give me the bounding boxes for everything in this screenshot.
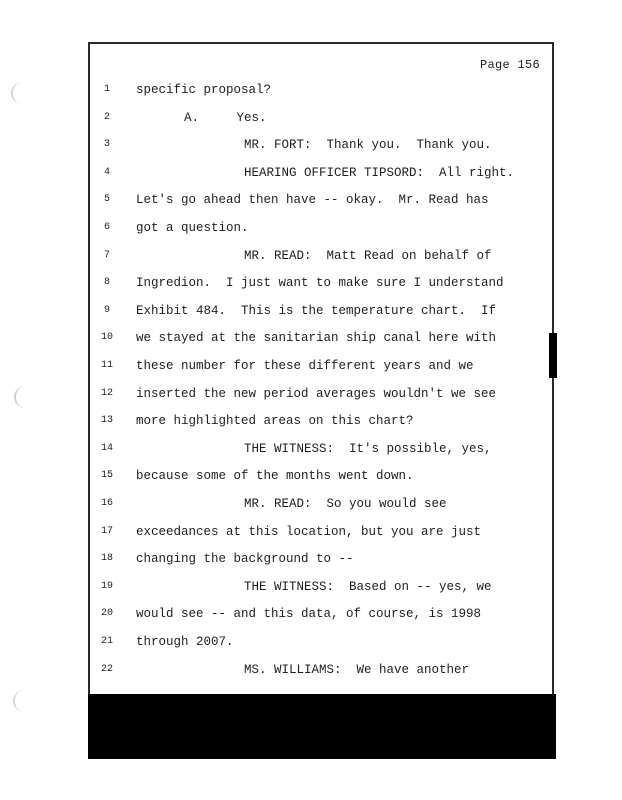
line-number: 20 — [100, 608, 113, 620]
transcript-line — [90, 191, 552, 209]
line-text: would see -- and this data, of course, is 1998 — [136, 607, 482, 622]
line-number: 14 — [100, 442, 113, 454]
transcript-line — [90, 136, 552, 154]
line-text: more highlighted areas on this chart? — [136, 414, 414, 429]
line-text: these number for these different years and we — [136, 359, 474, 373]
line-text: THE WITNESS: Based on -- yes, we — [244, 579, 492, 594]
transcript-line — [90, 81, 552, 99]
line-number: 11 — [100, 360, 113, 371]
line-number: 8 — [103, 277, 110, 289]
binder-hole-mark — [13, 690, 29, 712]
transcript-line — [90, 467, 552, 485]
transcript-line — [90, 440, 552, 458]
line-text: got a question. — [136, 221, 249, 235]
line-text: THE WITNESS: It's possible, yes, — [244, 441, 492, 456]
line-text: Let's go ahead then have -- okay. Mr. Read has — [136, 193, 489, 208]
binder-hole-mark — [11, 82, 27, 104]
edge-marker — [549, 333, 557, 378]
transcript-line — [90, 523, 552, 541]
transcript-line — [90, 550, 552, 568]
transcript-line — [90, 633, 552, 651]
transcript-line — [90, 661, 552, 679]
transcript-line — [90, 274, 552, 292]
line-text: exceedances at this location, but you are just — [136, 524, 482, 539]
transcript-line — [90, 495, 552, 513]
line-text: inserted the new period averages wouldn't we see — [136, 386, 497, 401]
transcript-line — [90, 302, 552, 320]
line-text: changing the background to -- — [136, 552, 354, 567]
page-number: Page 156 — [479, 58, 540, 72]
line-number: 2 — [103, 111, 110, 123]
line-number: 22 — [100, 663, 113, 675]
line-text: A. Yes. — [184, 110, 267, 125]
transcript-line — [90, 164, 552, 182]
line-text: MS. WILLIAMS: We have another — [244, 662, 470, 677]
line-number: 9 — [103, 304, 110, 316]
line-text: MR. READ: So you would see — [244, 497, 447, 511]
line-text: Ingredion. I just want to make sure I understand — [136, 276, 504, 291]
line-number: 17 — [100, 525, 113, 537]
line-text: because some of the months went down. — [136, 469, 414, 484]
transcript-line — [90, 412, 552, 430]
redaction-bar — [88, 694, 556, 759]
transcript-line — [90, 219, 552, 237]
transcript-line — [90, 247, 552, 265]
transcript-line — [90, 329, 552, 347]
line-number: 1 — [103, 84, 110, 95]
transcript-line — [90, 109, 552, 127]
line-text: HEARING OFFICER TIPSORD: All right. — [244, 165, 515, 180]
line-text: specific proposal? — [136, 83, 272, 97]
line-text: Exhibit 484. This is the temperature chart. If — [136, 303, 497, 318]
line-number: 21 — [100, 636, 113, 647]
line-number: 4 — [103, 166, 110, 178]
transcript-line — [90, 578, 552, 596]
line-number: 3 — [103, 139, 110, 151]
line-text: MR. FORT: Thank you. Thank you. — [244, 138, 492, 153]
line-text: we stayed at the sanitarian ship canal here with — [136, 331, 497, 346]
line-number: 10 — [100, 332, 113, 344]
line-number: 18 — [100, 553, 113, 565]
line-number: 12 — [100, 387, 113, 399]
transcript-page — [88, 42, 554, 757]
line-text: through 2007. — [136, 635, 234, 649]
line-number: 5 — [103, 194, 110, 206]
binder-hole-mark — [14, 386, 30, 408]
line-number: 19 — [100, 580, 113, 592]
line-number: 13 — [100, 415, 113, 427]
line-number: 15 — [100, 470, 113, 482]
line-number: 16 — [100, 498, 113, 509]
line-number: 6 — [103, 222, 110, 233]
transcript-line — [90, 605, 552, 623]
line-text: MR. READ: Matt Read on behalf of — [244, 248, 492, 263]
transcript-line — [90, 385, 552, 403]
line-number: 7 — [103, 249, 110, 261]
transcript-line — [90, 357, 552, 375]
